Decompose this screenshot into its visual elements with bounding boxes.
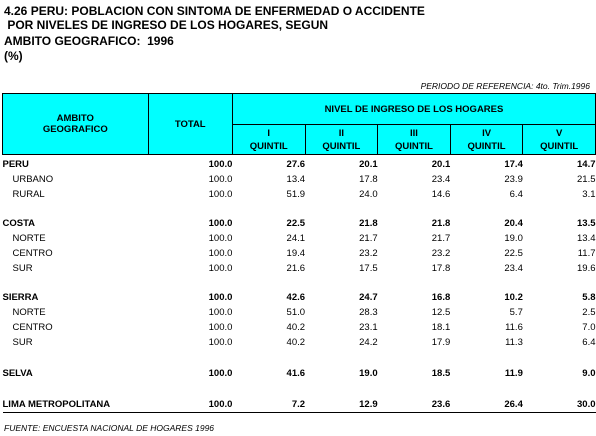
- table-row: [3, 320, 596, 335]
- total-cell: 100.0: [208, 248, 233, 259]
- quintil-3-label: QUINTIL: [394, 140, 433, 152]
- quintil-4-number: IV: [482, 127, 492, 139]
- header-quintil-2: [305, 125, 378, 155]
- quintil-2-cell: 17.8: [359, 174, 378, 185]
- table-title-unit: (%): [4, 49, 23, 63]
- table-row: [3, 261, 596, 276]
- spacer-row: [3, 202, 596, 216]
- spacer-row: [3, 381, 596, 397]
- quintil-1-cell: 7.2: [232, 397, 305, 413]
- table-title-line-1: 4.26 PERU: POBLACION CON SINTOMA DE ENFERMEDAD O ACCIDENTE: [4, 4, 425, 18]
- quintil-4-cell: 5.7: [509, 307, 523, 318]
- quintil-1-cell: 40.2: [286, 337, 306, 348]
- table-row: [3, 335, 596, 350]
- row-label: SUR: [12, 337, 33, 348]
- quintil-5-cell: 19.6: [577, 263, 596, 274]
- total-cell: 100.0: [208, 322, 233, 333]
- row-label: CENTRO: [12, 248, 53, 259]
- row-label: RURAL: [12, 189, 45, 200]
- quintil-3-cell: 21.7: [431, 233, 451, 244]
- row-label: NORTE: [12, 307, 46, 318]
- quintil-4-cell: 26.4: [450, 397, 523, 413]
- header-quintil-4: [450, 125, 523, 155]
- row-label: LIMA METROPOLITANA: [3, 397, 149, 413]
- table-title-line-3: AMBITO GEOGRAFICO: 1996: [4, 34, 174, 48]
- quintil-1-cell: 51.9: [286, 189, 306, 200]
- total-cell: 100.0: [208, 159, 233, 170]
- quintil-2-cell: 21.8: [359, 218, 378, 229]
- quintil-4-label: QUINTIL: [467, 140, 506, 152]
- spacer-cell: [3, 202, 596, 216]
- table-row: [3, 397, 596, 413]
- header-quintil-5: [523, 125, 596, 155]
- quintil-2-cell: 24.2: [359, 337, 378, 348]
- quintil-5-cell: 14.7: [577, 159, 596, 170]
- quintil-3-cell: 17.8: [431, 263, 451, 274]
- quintil-1-cell: 13.4: [286, 174, 306, 185]
- quintil-3-cell: 18.1: [431, 322, 451, 333]
- table-body: [3, 155, 596, 413]
- row-label: CENTRO: [12, 322, 53, 333]
- row-label: SUR: [12, 263, 33, 274]
- total-cell: 100.0: [208, 189, 233, 200]
- quintil-4-cell: 23.9: [504, 174, 523, 185]
- row-label: SIERRA: [2, 292, 39, 303]
- quintil-1-cell: 24.1: [286, 233, 306, 244]
- reference-period: PERIODO DE REFERENCIA: 4to. Trim.1996: [420, 81, 590, 91]
- quintil-5-cell: 6.4: [582, 337, 596, 348]
- quintil-3-cell: 20.1: [431, 159, 451, 170]
- spacer-cell: [3, 381, 596, 397]
- quintil-4-cell: 11.6: [505, 322, 523, 333]
- quintil-4-cell: 11.3: [505, 337, 523, 348]
- table-row: [3, 305, 596, 320]
- total-cell: 100.0: [208, 307, 233, 318]
- table-title-line-2: POR NIVELES DE INGRESO DE LOS HOGARES, SEGUN: [4, 18, 329, 32]
- header-quintil-1: [232, 125, 305, 155]
- quintil-2-number: II: [338, 127, 344, 139]
- quintil-5-cell: 21.5: [577, 174, 596, 185]
- quintil-1-cell: 41.6: [286, 368, 306, 379]
- quintil-3-cell: 14.6: [431, 189, 451, 200]
- total-cell: 100.0: [208, 337, 233, 348]
- quintil-2-cell: 20.1: [359, 159, 378, 170]
- header-ambito: [3, 94, 149, 155]
- quintil-5-cell: 11.7: [577, 248, 596, 259]
- header-ambito-line1: AMBITO: [56, 113, 94, 124]
- quintil-3-cell: 18.5: [431, 368, 451, 379]
- quintil-2-cell: 24.7: [359, 292, 378, 303]
- quintil-2-cell: 21.7: [359, 233, 378, 244]
- quintil-5-cell: 30.0: [523, 397, 596, 413]
- total-cell: 100.0: [208, 218, 233, 229]
- total-cell: 100.0: [208, 292, 233, 303]
- quintil-1-cell: 19.4: [286, 248, 306, 259]
- header-quintil-3: [378, 125, 451, 155]
- total-cell: 100.0: [208, 174, 233, 185]
- quintil-3-cell: 17.9: [431, 337, 451, 348]
- quintil-1-cell: 21.6: [286, 263, 306, 274]
- total-cell: 100.0: [208, 233, 233, 244]
- table-row: [3, 216, 596, 231]
- table-row: [3, 366, 596, 381]
- quintil-2-cell: 24.0: [359, 189, 378, 200]
- header-ambito-line2: GEOGRAFICO: [42, 124, 108, 135]
- quintil-2-cell: 28.3: [359, 307, 378, 318]
- quintil-3-cell: 16.8: [431, 292, 451, 303]
- quintil-2-cell: 17.5: [359, 263, 378, 274]
- quintil-3-cell: 23.6: [378, 397, 451, 413]
- quintil-5-cell: 2.5: [582, 307, 596, 318]
- row-label: NORTE: [12, 233, 46, 244]
- table-row: [3, 290, 596, 305]
- table-row: [3, 155, 596, 173]
- source-note: FUENTE: ENCUESTA NACIONAL DE HOGARES 1996: [4, 423, 215, 433]
- quintil-5-cell: 5.8: [582, 292, 596, 303]
- table-row: [3, 231, 596, 246]
- data-table: [2, 93, 596, 413]
- spacer-cell: [3, 350, 596, 366]
- quintil-1-cell: 51.0: [286, 307, 306, 318]
- row-label: SELVA: [2, 368, 33, 379]
- total-cell: 100.0: [148, 397, 232, 413]
- quintil-2-cell: 23.2: [359, 248, 378, 259]
- quintil-2-cell: 19.0: [359, 368, 378, 379]
- quintil-1-cell: 40.2: [286, 322, 306, 333]
- row-label: PERU: [2, 159, 29, 170]
- quintil-1-number: I: [267, 127, 271, 139]
- header-total: TOTAL: [148, 94, 232, 155]
- row-label: COSTA: [2, 218, 36, 229]
- spacer-row: [3, 276, 596, 290]
- quintil-4-cell: 23.4: [504, 263, 523, 274]
- quintil-1-cell: 27.6: [286, 159, 306, 170]
- quintil-4-cell: 19.0: [504, 233, 523, 244]
- quintil-4-cell: 6.4: [509, 189, 523, 200]
- quintil-1-cell: 42.6: [286, 292, 306, 303]
- quintil-1-label: QUINTIL: [249, 140, 288, 152]
- quintil-5-cell: 7.0: [582, 322, 596, 333]
- quintil-4-cell: 22.5: [504, 248, 523, 259]
- quintil-4-cell: 10.2: [504, 292, 523, 303]
- quintil-5-cell: 13.5: [577, 218, 596, 229]
- quintil-3-cell: 23.4: [431, 174, 451, 185]
- table-row: [3, 187, 596, 202]
- quintil-5-label: QUINTIL: [540, 140, 579, 152]
- quintil-1-cell: 22.5: [286, 218, 306, 229]
- quintil-3-number: III: [409, 127, 418, 139]
- quintil-3-cell: 23.2: [431, 248, 451, 259]
- quintil-4-cell: 20.4: [504, 218, 523, 229]
- quintil-3-cell: 21.8: [431, 218, 451, 229]
- spacer-row: [3, 350, 596, 366]
- quintil-2-cell: 12.9: [305, 397, 378, 413]
- header-nivel-ingreso: NIVEL DE INGRESO DE LOS HOGARES: [232, 94, 595, 125]
- row-label: URBANO: [12, 174, 54, 185]
- total-cell: 100.0: [208, 368, 233, 379]
- quintil-5-cell: 9.0: [582, 368, 596, 379]
- quintil-5-cell: 13.4: [577, 233, 596, 244]
- total-cell: 100.0: [208, 263, 233, 274]
- table-row: [3, 172, 596, 187]
- quintil-5-cell: 3.1: [582, 189, 596, 200]
- quintil-5-number: V: [556, 127, 563, 139]
- quintil-4-cell: 11.9: [504, 368, 523, 379]
- quintil-2-cell: 23.1: [359, 322, 378, 333]
- table-row: [3, 246, 596, 261]
- quintil-3-cell: 12.5: [431, 307, 451, 318]
- quintil-2-label: QUINTIL: [322, 140, 361, 152]
- spacer-cell: [3, 276, 596, 290]
- quintil-4-cell: 17.4: [504, 159, 523, 170]
